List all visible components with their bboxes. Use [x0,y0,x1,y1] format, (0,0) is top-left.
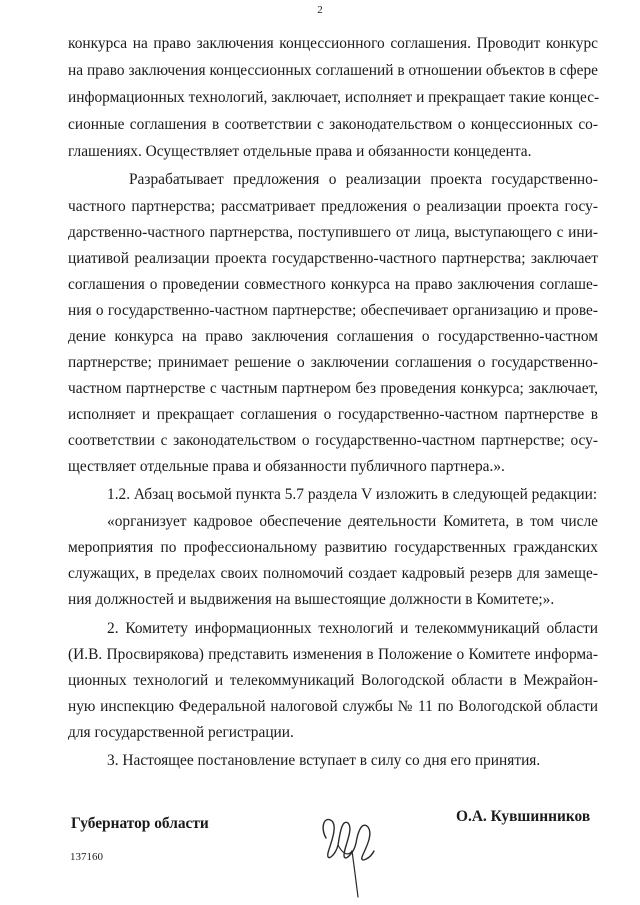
text-line: циативой реализации проекта государственно-частного партнерства; заключает [68,250,598,267]
text-line: для государственной регистрации. [68,724,294,741]
text-line: дение конкурса на право заключения соглашения о государственно-частном [68,328,598,345]
text-line: информационных технологий, заключает, исполняет и прекращает такие концес- [68,89,600,106]
text-line: Разрабатывает предложения о реализации проекта государственно- [129,171,598,188]
text-line: ционных технологий и телекоммуникаций Вологодской области в Межрайон- [68,672,598,689]
text-line: 2. Комитету информационных технологий и телекоммуникаций области [107,620,598,637]
text-line: конкурса на право заключения концессионного соглашения. Проводит конкурс [68,35,598,52]
text-line: ния о государственно-частном партнерстве; обеспечивает организацию и прове- [68,302,598,319]
document-code: 137160 [70,851,103,863]
signatory-name: О.А. Кувшинников [456,808,591,825]
text-line: соответствии с законодательством о государственно-частном партнерстве; осу- [68,432,598,449]
text-line: частного партнерства; рассматривает предложения о реализации проекта госу- [68,198,598,215]
text-line: 3. Настоящее постановление вступает в силу со дня его принятия. [107,752,541,769]
text-line: частном партнерстве с частным партнером без проведения конкурса; заключает, [68,380,598,397]
text-line: сионные соглашения в соответствии с законодательством о концессионных со- [68,116,598,133]
text-line: ществляет отдельные права и обязанности публичного партнера.». [68,458,505,475]
text-line: глашениях. Осуществляет отдельные права и обязанности концедента. [68,143,532,160]
text-line: 1.2. Абзац восьмой пункта 5.7 раздела V изложить в следующей редакции: [107,486,598,503]
text-line: на право заключения концессионных соглашений в отношении объектов в сфере [68,62,598,79]
page-number: 2 [317,4,323,16]
signatory-title: Губернатор области [71,815,209,832]
text-line: (И.В. Просвирякова) представить изменения в Положение о Комитете информа- [68,646,598,663]
text-line: соглашения о проведении совместного конкурса на право заключения соглаше- [68,276,598,293]
text-line: служащих, в пределах своих полномочий создает кадровый резерв для замеще- [68,565,598,582]
text-line: ния должностей и выдвижения на вышестоящие должности в Комитете;». [68,591,555,608]
handwritten-signature [318,793,378,903]
text-line: партнерстве; принимает решение о заключении соглашения о государственно- [68,354,598,371]
text-line: «организует кадровое обеспечение деятельности Комитета, в том числе [107,513,598,530]
text-line: исполняет и прекращает соглашения о государственно-частном партнерстве в [68,406,598,423]
text-line: мероприятия по профессиональному развитию государственных гражданских [68,539,598,556]
text-line: дарственно-частного партнерства, поступившего от лица, выступающего с ини- [68,224,598,241]
text-line: ную инспекцию Федеральной налоговой службы № 11 по Вологодской области [68,698,598,715]
